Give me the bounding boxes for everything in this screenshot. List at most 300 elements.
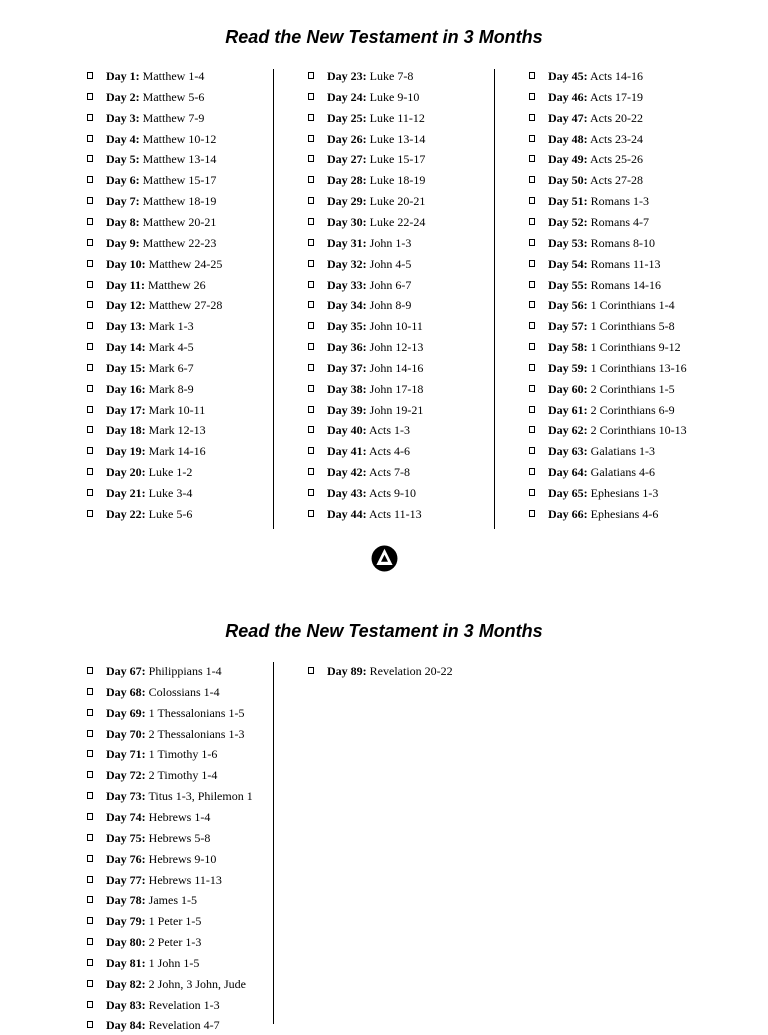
reading-passage: Romans 14-16	[590, 277, 662, 292]
day-label: Day 59:	[548, 360, 588, 375]
day-label: Day 1:	[106, 69, 140, 83]
reading-passage: John 14-16	[369, 360, 424, 375]
checkbox[interactable]	[87, 343, 93, 350]
column-divider	[273, 69, 274, 529]
checkbox[interactable]	[529, 406, 535, 413]
checkbox[interactable]	[308, 667, 314, 674]
day-label: Day 7:	[106, 194, 140, 209]
reading-text	[548, 358, 687, 378]
reading-passage: Luke 3-4	[148, 486, 193, 500]
reading-text	[106, 974, 246, 994]
reading-passage: 1 Peter 1-5	[148, 914, 202, 929]
reading-passage: 2 Peter 1-3	[148, 935, 202, 950]
checkbox[interactable]	[529, 364, 535, 371]
checkbox[interactable]	[87, 114, 93, 121]
reading-passage: John 1-3	[369, 235, 412, 250]
checkbox[interactable]	[87, 1001, 93, 1008]
reading-text	[106, 1015, 220, 1035]
checkbox[interactable]	[308, 72, 314, 79]
checkbox[interactable]	[308, 468, 314, 475]
page-title: Read the New Testament in 3 Months	[225, 621, 543, 641]
checkbox[interactable]	[529, 489, 535, 496]
day-label: Day 25:	[327, 110, 367, 125]
reading-text	[327, 129, 425, 149]
checkbox[interactable]	[529, 155, 535, 162]
reading-text	[327, 66, 413, 86]
column-divider	[494, 69, 495, 529]
reading-passage: Luke 13-14	[369, 131, 426, 146]
reading-passage: Matthew 10-12	[142, 131, 217, 146]
checkbox[interactable]	[87, 750, 93, 757]
reading-text	[548, 108, 643, 128]
reading-text	[548, 441, 655, 461]
day-label: Day 45:	[548, 69, 588, 83]
reading-text	[106, 703, 244, 723]
day-label: Day 11:	[106, 277, 145, 292]
reading-passage: Matthew 22-23	[142, 235, 217, 250]
checkbox[interactable]	[308, 489, 314, 496]
reading-text	[106, 212, 216, 232]
checkbox[interactable]	[87, 667, 93, 674]
day-label: Day 50:	[548, 173, 588, 188]
reading-passage: Mark 10-11	[148, 402, 206, 417]
day-label: Day 26:	[327, 131, 367, 146]
reading-passage: Mark 8-9	[148, 381, 194, 396]
reading-text	[106, 233, 216, 253]
reading-passage: 1 Corinthians 5-8	[590, 319, 675, 334]
reading-passage: 2 Corinthians 1-5	[590, 381, 675, 396]
reading-passage: Acts 9-10	[369, 486, 417, 500]
checkbox[interactable]	[87, 72, 93, 79]
checkbox[interactable]	[308, 93, 314, 100]
reading-text	[548, 316, 675, 336]
checkbox[interactable]	[308, 385, 314, 392]
reading-text	[106, 87, 204, 107]
reading-passage: Luke 1-2	[148, 465, 193, 480]
checkbox[interactable]	[529, 239, 535, 246]
checkbox[interactable]	[87, 155, 93, 162]
day-label: Day 76:	[106, 851, 146, 866]
checkbox[interactable]	[529, 218, 535, 225]
checkbox[interactable]	[529, 447, 535, 454]
reading-text	[327, 483, 416, 503]
day-label: Day 2:	[106, 89, 140, 104]
checkbox[interactable]	[529, 72, 535, 79]
reading-text	[106, 661, 222, 681]
reading-text	[548, 170, 643, 190]
day-label: Day 52:	[548, 214, 588, 229]
checkbox[interactable]	[529, 197, 535, 204]
reading-passage: Luke 15-17	[369, 152, 426, 167]
reading-passage: Acts 4-6	[369, 444, 411, 459]
reading-passage: 1 Corinthians 1-4	[590, 298, 675, 313]
reading-text	[548, 462, 655, 482]
checkbox[interactable]	[87, 855, 93, 862]
reading-passage: 1 Corinthians 13-16	[590, 360, 687, 375]
reading-text	[106, 358, 194, 378]
checkbox[interactable]	[87, 980, 93, 987]
reading-text	[548, 66, 643, 86]
checkbox[interactable]	[529, 176, 535, 183]
reading-passage: Romans 11-13	[590, 256, 661, 271]
checkbox[interactable]	[87, 406, 93, 413]
day-label: Day 77:	[106, 872, 146, 887]
checkbox[interactable]	[87, 197, 93, 204]
reading-text	[106, 807, 210, 827]
checkbox[interactable]	[308, 322, 314, 329]
checkbox[interactable]	[87, 876, 93, 883]
day-label: Day 5:	[106, 152, 140, 167]
reading-text	[327, 462, 410, 482]
day-label: Day 27:	[327, 152, 367, 167]
reading-text	[327, 379, 423, 399]
reading-passage: John 12-13	[369, 340, 424, 355]
reading-passage: Acts 11-13	[369, 506, 422, 521]
reading-passage: Matthew 18-19	[142, 194, 217, 209]
reading-passage: Revelation 20-22	[369, 664, 453, 678]
checkbox[interactable]	[308, 406, 314, 413]
checkbox[interactable]	[529, 114, 535, 121]
day-label: Day 18:	[106, 423, 146, 438]
reading-text	[327, 661, 453, 681]
reading-passage: 1 Corinthians 9-12	[590, 340, 681, 355]
checkbox[interactable]	[87, 385, 93, 392]
reading-text	[327, 316, 423, 336]
day-label: Day 60:	[548, 381, 588, 396]
checkbox[interactable]	[308, 239, 314, 246]
reading-passage: Mark 4-5	[148, 340, 194, 355]
day-label: Day 12:	[106, 298, 146, 313]
checkbox[interactable]	[529, 468, 535, 475]
checkbox[interactable]	[529, 426, 535, 433]
day-label: Day 69:	[106, 705, 146, 720]
checkbox[interactable]	[529, 281, 535, 288]
reading-passage: Matthew 24-25	[148, 256, 223, 271]
day-label: Day 68:	[106, 684, 146, 699]
reading-passage: Hebrews 9-10	[148, 851, 217, 866]
reading-passage: Acts 17-19	[590, 89, 644, 104]
checkbox[interactable]	[87, 218, 93, 225]
checkbox[interactable]	[87, 447, 93, 454]
day-label: Day 6:	[106, 173, 140, 188]
checkbox[interactable]	[529, 135, 535, 142]
reading-text	[327, 254, 411, 274]
checkbox[interactable]	[308, 218, 314, 225]
reading-text	[327, 420, 410, 440]
reading-passage: Luke 20-21	[369, 194, 426, 209]
checkbox[interactable]	[308, 114, 314, 121]
day-label: Day 14:	[106, 340, 146, 355]
checkbox[interactable]	[308, 426, 314, 433]
reading-text	[327, 149, 425, 169]
checkbox[interactable]	[87, 688, 93, 695]
reading-passage: 2 John, 3 John, Jude	[148, 976, 247, 991]
checkbox[interactable]	[87, 730, 93, 737]
day-label: Day 28:	[327, 173, 367, 188]
reading-passage: Acts 20-22	[590, 110, 644, 125]
reading-text	[106, 932, 201, 952]
day-label: Day 43:	[327, 486, 367, 500]
day-label: Day 48:	[548, 131, 588, 146]
day-label: Day 62:	[548, 423, 588, 438]
checkbox[interactable]	[308, 447, 314, 454]
reading-text	[106, 316, 194, 336]
reading-text	[106, 724, 244, 744]
reading-text	[548, 504, 658, 524]
reading-passage: 2 Corinthians 6-9	[590, 402, 675, 417]
checkbox[interactable]	[529, 322, 535, 329]
day-label: Day 64:	[548, 465, 588, 480]
reading-text	[327, 400, 423, 420]
checkbox[interactable]	[529, 93, 535, 100]
checkbox[interactable]	[87, 709, 93, 716]
checkbox[interactable]	[87, 239, 93, 246]
reading-text	[548, 191, 649, 211]
reading-passage: Mark 12-13	[148, 423, 206, 438]
day-label: Day 73:	[106, 789, 146, 804]
day-label: Day 19:	[106, 444, 146, 459]
reading-passage: Acts 1-3	[369, 423, 411, 438]
checkbox[interactable]	[529, 260, 535, 267]
day-label: Day 58:	[548, 340, 588, 355]
reading-passage: Matthew 1-4	[142, 69, 205, 83]
reading-passage: Revelation 1-3	[148, 997, 220, 1012]
reading-passage: Acts 14-16	[590, 69, 644, 83]
reading-text	[106, 828, 210, 848]
reading-passage: Titus 1-3, Philemon 1	[148, 789, 253, 804]
reading-passage: Philippians 1-4	[148, 664, 222, 678]
reading-passage: John 4-5	[369, 256, 412, 271]
day-label: Day 9:	[106, 235, 140, 250]
reading-text	[548, 379, 675, 399]
reading-text	[548, 337, 681, 357]
checkbox[interactable]	[308, 135, 314, 142]
checkbox[interactable]	[87, 468, 93, 475]
reading-text	[106, 108, 204, 128]
checkbox[interactable]	[87, 938, 93, 945]
checkbox[interactable]	[87, 301, 93, 308]
reading-passage: 2 Timothy 1-4	[148, 768, 218, 783]
day-label: Day 83:	[106, 997, 146, 1012]
checkbox[interactable]	[308, 301, 314, 308]
reading-passage: Hebrews 1-4	[148, 809, 211, 824]
day-label: Day 30:	[327, 214, 367, 229]
reading-passage: 1 John 1-5	[148, 955, 200, 970]
reading-passage: Hebrews 5-8	[148, 830, 211, 845]
day-label: Day 31:	[327, 235, 367, 250]
reading-text	[106, 66, 204, 86]
reading-text	[106, 786, 253, 806]
day-label: Day 63:	[548, 444, 588, 459]
reading-passage: Romans 8-10	[590, 235, 656, 250]
reading-passage: Galatians 4-6	[590, 465, 655, 480]
checkbox[interactable]	[529, 301, 535, 308]
day-label: Day 66:	[548, 506, 588, 521]
day-label: Day 79:	[106, 914, 146, 929]
checkbox[interactable]	[87, 813, 93, 820]
checkbox[interactable]	[529, 343, 535, 350]
reading-passage: Luke 5-6	[148, 506, 193, 521]
reading-passage: 1 Thessalonians 1-5	[148, 705, 245, 720]
checkbox[interactable]	[87, 281, 93, 288]
reading-text	[106, 890, 197, 910]
day-label: Day 57:	[548, 319, 588, 334]
day-label: Day 32:	[327, 256, 367, 271]
reading-passage: Luke 7-8	[369, 69, 414, 83]
day-label: Day 21:	[106, 486, 146, 500]
checkbox[interactable]	[87, 792, 93, 799]
reading-text	[327, 504, 422, 524]
reading-passage: Revelation 4-7	[148, 1018, 220, 1033]
checkbox[interactable]	[308, 197, 314, 204]
checkbox[interactable]	[87, 834, 93, 841]
reading-text	[327, 337, 423, 357]
day-label: Day 38:	[327, 381, 367, 396]
reading-text	[548, 254, 661, 274]
reading-passage: Matthew 26	[148, 277, 206, 292]
checkbox[interactable]	[87, 426, 93, 433]
reading-passage: Mark 1-3	[148, 319, 194, 334]
checkbox[interactable]	[308, 260, 314, 267]
reading-passage: Acts 25-26	[590, 152, 644, 167]
reading-passage: 2 Corinthians 10-13	[590, 423, 687, 438]
checkbox[interactable]	[308, 510, 314, 517]
reading-passage: Mark 6-7	[148, 360, 194, 375]
checkbox[interactable]	[87, 896, 93, 903]
day-label: Day 15:	[106, 360, 146, 375]
day-label: Day 54:	[548, 256, 588, 271]
reading-text	[106, 420, 206, 440]
reading-text	[106, 337, 194, 357]
reading-text	[548, 149, 643, 169]
reading-text	[327, 87, 419, 107]
reading-passage: Luke 11-12	[369, 110, 425, 125]
checkbox[interactable]	[87, 510, 93, 517]
checkbox[interactable]	[87, 959, 93, 966]
day-label: Day 23:	[327, 69, 367, 83]
day-label: Day 22:	[106, 506, 146, 521]
reading-text	[548, 400, 675, 420]
reading-passage: Colossians 1-4	[148, 684, 220, 699]
day-label: Day 24:	[327, 89, 367, 104]
reading-passage: Matthew 7-9	[142, 110, 205, 125]
reading-passage: Matthew 5-6	[142, 89, 205, 104]
day-label: Day 89:	[327, 664, 367, 678]
day-label: Day 81:	[106, 955, 146, 970]
reading-passage: John 19-21	[369, 402, 424, 417]
reading-text	[327, 295, 411, 315]
reading-text	[327, 191, 425, 211]
reading-passage: Ephesians 4-6	[590, 506, 659, 521]
checkbox[interactable]	[308, 176, 314, 183]
day-label: Day 53:	[548, 235, 588, 250]
day-label: Day 56:	[548, 298, 588, 313]
reading-text	[327, 233, 411, 253]
checkbox[interactable]	[308, 155, 314, 162]
reading-text	[106, 682, 220, 702]
checkbox[interactable]	[87, 364, 93, 371]
checkbox[interactable]	[308, 343, 314, 350]
reading-passage: Acts 27-28	[590, 173, 644, 188]
reading-passage: Luke 22-24	[369, 214, 426, 229]
checkbox[interactable]	[87, 771, 93, 778]
reading-text	[106, 441, 206, 461]
day-label: Day 65:	[548, 486, 588, 500]
checkbox[interactable]	[87, 917, 93, 924]
day-label: Day 82:	[106, 976, 146, 991]
reading-passage: Romans 1-3	[590, 194, 650, 209]
reading-text	[548, 87, 643, 107]
day-label: Day 10:	[106, 256, 146, 271]
day-label: Day 36:	[327, 340, 367, 355]
reading-passage: Matthew 13-14	[142, 152, 217, 167]
day-label: Day 39:	[327, 402, 367, 417]
reading-text	[106, 911, 201, 931]
reading-text	[106, 379, 194, 399]
reading-text	[327, 108, 425, 128]
day-label: Day 42:	[327, 465, 367, 480]
day-label: Day 44:	[327, 506, 367, 521]
checkbox[interactable]	[308, 364, 314, 371]
reading-text	[106, 295, 222, 315]
day-label: Day 41:	[327, 444, 367, 459]
day-label: Day 3:	[106, 110, 140, 125]
reading-text	[106, 254, 222, 274]
reading-text	[106, 483, 192, 503]
day-label: Day 74:	[106, 809, 146, 824]
checkbox[interactable]	[87, 1021, 93, 1028]
reading-passage: Hebrews 11-13	[148, 872, 222, 887]
day-label: Day 72:	[106, 768, 146, 783]
day-label: Day 8:	[106, 214, 140, 229]
checkbox[interactable]	[308, 281, 314, 288]
reading-text	[327, 275, 411, 295]
reading-text	[106, 400, 205, 420]
reading-text	[548, 275, 661, 295]
reading-passage: James 1-5	[148, 893, 197, 908]
day-label: Day 51:	[548, 194, 588, 209]
reading-passage: Matthew 20-21	[142, 214, 217, 229]
checkbox[interactable]	[529, 510, 535, 517]
reading-text	[106, 275, 206, 295]
triangle-in-circle-icon	[371, 545, 398, 572]
checkbox[interactable]	[529, 385, 535, 392]
day-label: Day 29:	[327, 194, 367, 209]
reading-text	[106, 744, 217, 764]
checkbox[interactable]	[87, 135, 93, 142]
reading-passage: Acts 7-8	[369, 465, 411, 480]
reading-passage: John 8-9	[369, 298, 412, 313]
reading-text	[548, 129, 643, 149]
checkbox[interactable]	[87, 489, 93, 496]
day-label: Day 49:	[548, 152, 588, 167]
day-label: Day 61:	[548, 402, 588, 417]
checkbox[interactable]	[87, 176, 93, 183]
reading-text	[106, 765, 217, 785]
checkbox[interactable]	[87, 322, 93, 329]
day-label: Day 75:	[106, 830, 146, 845]
reading-text	[548, 483, 658, 503]
day-label: Day 80:	[106, 935, 146, 950]
reading-passage: Matthew 15-17	[142, 173, 217, 188]
reading-passage: Romans 4-7	[590, 214, 650, 229]
reading-passage: John 10-11	[369, 319, 423, 334]
day-label: Day 35:	[327, 319, 367, 334]
checkbox[interactable]	[87, 93, 93, 100]
reading-text	[548, 212, 649, 232]
checkbox[interactable]	[87, 260, 93, 267]
reading-text	[327, 170, 425, 190]
